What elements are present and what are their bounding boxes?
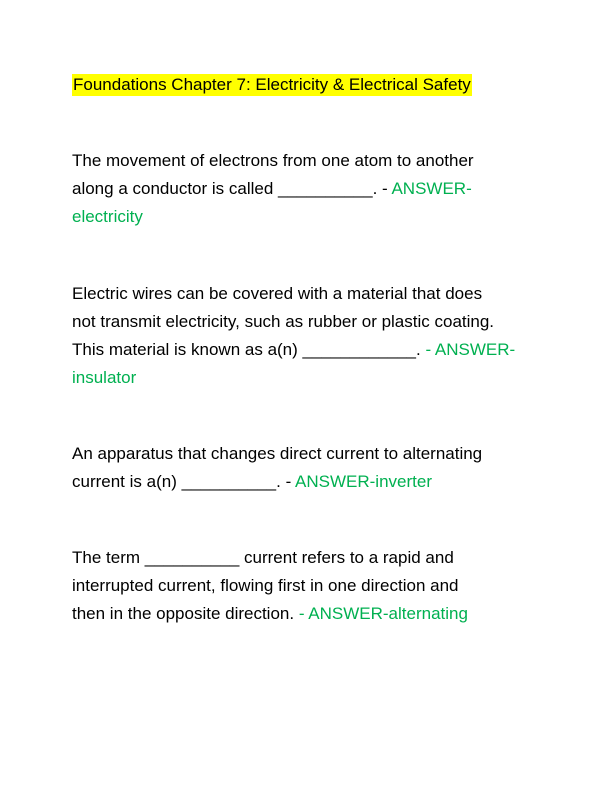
qa-item	[72, 147, 542, 231]
question-line	[72, 147, 542, 175]
question-text: interrupted current, flowing first in one direction and	[72, 576, 459, 595]
question-line	[72, 364, 542, 392]
question-line	[72, 280, 542, 308]
qa-item	[72, 544, 542, 628]
answer-text: ANSWER-	[391, 179, 472, 198]
document-title	[72, 73, 472, 97]
answer-text: - ANSWER-alternating	[298, 604, 468, 623]
answer-text: - ANSWER-	[425, 340, 516, 359]
question-line	[72, 572, 542, 600]
question-line	[72, 308, 542, 336]
question-line	[72, 468, 542, 496]
question-text: The term __________ current refers to a rapid and	[72, 548, 454, 567]
question-text: then in the opposite direction.	[72, 604, 299, 623]
question-line	[72, 203, 542, 231]
answer-text: insulator	[72, 368, 137, 387]
answer-text: electricity	[72, 207, 143, 226]
answer-text: ANSWER-inverter	[295, 472, 432, 491]
question-text: current is a(n) __________. -	[72, 472, 296, 491]
highlighted-title-text: Foundations Chapter 7: Electricity & Electrical Safety	[73, 75, 471, 94]
question-line	[72, 440, 542, 468]
qa-item	[72, 280, 542, 392]
question-text: An apparatus that changes direct current to alternating	[72, 444, 483, 463]
question-text: along a conductor is called __________. -	[72, 179, 392, 198]
question-text: not transmit electricity, such as rubber or plastic coating.	[72, 312, 495, 331]
question-text: Electric wires can be covered with a material that does	[72, 284, 483, 303]
question-text: The movement of electrons from one atom to another	[72, 151, 474, 170]
question-line	[72, 600, 542, 628]
question-line	[72, 544, 542, 572]
question-line	[72, 175, 542, 203]
question-text: This material is known as a(n) ____________.	[72, 340, 426, 359]
qa-item	[72, 440, 542, 496]
question-line	[72, 336, 542, 364]
